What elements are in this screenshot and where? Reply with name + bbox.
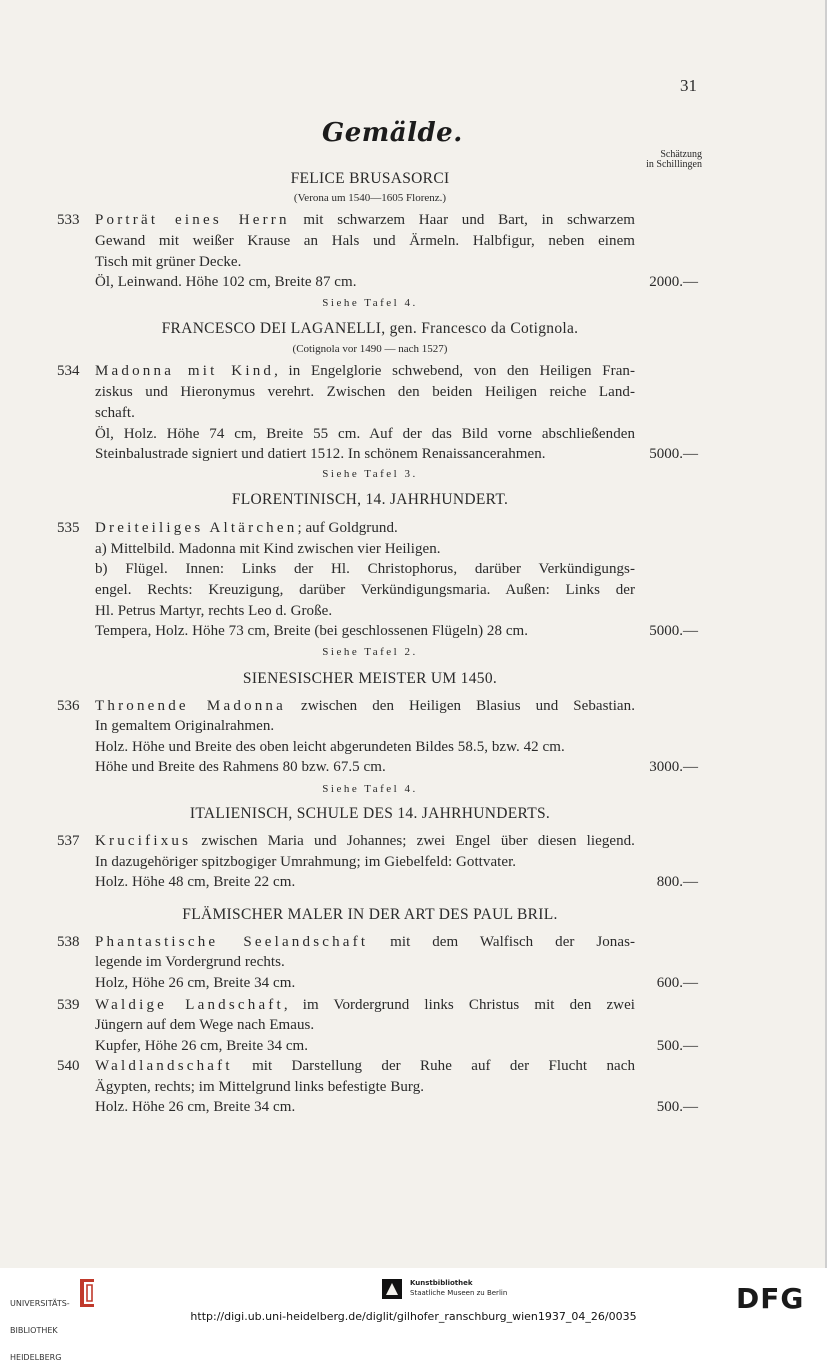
lot-description-line: Holz. Höhe 26 cm, Breite 34 cm. — [95, 1099, 296, 1115]
lot-estimate: 500.— — [656, 1038, 698, 1054]
lot-number: 535 — [57, 520, 80, 536]
lot-description-line: b) Flügel. Innen: Links der Hl. Christophorus, darüber Verkündigungs- — [95, 561, 635, 577]
lot-estimate: 5000.— — [649, 446, 698, 462]
lot-description-line: Dreiteiliges Altärchen; auf Goldgrund. — [95, 520, 398, 536]
lot-description-line: a) Mittelbild. Madonna mit Kind zwischen vier Heiligen. — [95, 541, 441, 557]
lot-estimate: 3000.— — [649, 759, 698, 775]
artist-heading: FLORENTINISCH, 14. JAHRHUNDERT. — [231, 491, 509, 508]
university-seal-icon — [76, 1276, 98, 1310]
plate-reference: Siehe Tafel 4. — [322, 297, 418, 309]
lot-number: 533 — [57, 212, 80, 228]
lot-description-line: Waldlandschaft mit Darstellung der Ruhe auf der Flucht nach — [95, 1058, 635, 1074]
artist-dates: (Verona um 1540—1605 Florenz.) — [293, 192, 447, 204]
lot-title: Dreiteiliges Altärchen — [95, 520, 298, 536]
lot-description-line: Kupfer, Höhe 26 cm, Breite 34 cm. — [95, 1038, 309, 1054]
lot-description-line: Ägypten, rechts; im Mittelgrund links befestigte Burg. — [95, 1079, 425, 1095]
plate-reference: Siehe Tafel 3. — [322, 468, 418, 480]
lot-title: Thronende Madonna — [95, 698, 286, 714]
estimate-header-line-1: Schätzung — [660, 149, 702, 160]
lot-description-line: Jüngern auf dem Wege nach Emaus. — [95, 1017, 315, 1033]
lot-description-line: Krucifixus zwischen Maria und Johannes; zwei Engel über diesen liegend. — [95, 833, 635, 849]
lot-description-line: Holz, Höhe 26 cm, Breite 34 cm. — [95, 975, 296, 991]
lot-description-line: Waldige Landschaft, im Vordergrund links Christus mit den zwei — [95, 997, 635, 1013]
artist-heading: ITALIENISCH, SCHULE DES 14. JAHRHUNDERTS. — [189, 805, 551, 822]
lot-description-line: Öl, Holz. Höhe 74 cm, Breite 55 cm. Auf der das Bild vorne abschließenden — [95, 426, 635, 442]
lot-description-line: In gemaltem Originalrahmen. — [95, 718, 275, 734]
lot-description-line: Tempera, Holz. Höhe 73 cm, Breite (bei geschlossenen Flügeln) 28 cm. — [95, 623, 529, 639]
lot-estimate: 800.— — [656, 874, 698, 890]
lot-description-line: Gewand mit weißer Krause an Hals und Ärmeln. Halbfigur, neben einem — [95, 233, 635, 249]
lot-number: 539 — [57, 997, 80, 1013]
university-library-logo[interactable]: UNIVERSITÄTS- BIBLIOTHEK HEIDELBERG — [10, 1299, 70, 1362]
lot-estimate: 2000.— — [649, 274, 698, 290]
lot-description-line: Thronende Madonna zwischen den Heiligen Blasius und Sebastian. — [95, 698, 635, 714]
lot-description-line: engel. Rechts: Kreuzigung, darüber Verkündigungsmaria. Außen: Links der — [95, 582, 635, 598]
plate-reference: Siehe Tafel 2. — [322, 646, 418, 658]
lot-title: Porträt eines Herrn — [95, 212, 290, 228]
artist-heading: FLÄMISCHER MALER IN DER ART DES PAUL BRIL. — [182, 906, 558, 923]
lot-estimate: 600.— — [656, 975, 698, 991]
page-number: 31 — [680, 76, 697, 95]
lot-description-line: Phantastische Seelandschaft mit dem Walfisch der Jonas- — [95, 934, 635, 950]
lot-description-line: Steinbalustrade signiert und datiert 1512. In schönem Renaissancerahmen. — [95, 446, 546, 462]
estimate-header-line-2: in Schillingen — [646, 159, 702, 170]
permalink-url[interactable]: http://digi.ub.uni-heidelberg.de/diglit/gilhofer_ranschburg_wien1937_04_26/0035 — [190, 1310, 637, 1323]
lot-description-line: Holz. Höhe 48 cm, Breite 22 cm. — [95, 874, 296, 890]
lot-description-line: Tisch mit grüner Decke. — [95, 254, 242, 270]
kunstbibliothek-credit[interactable]: Kunstbibliothek Staatliche Museen zu Berlin — [410, 1279, 508, 1297]
lot-description-line: schaft. — [95, 405, 135, 421]
lot-title: Phantastische Seelandschaft — [95, 934, 369, 950]
lot-estimate: 5000.— — [649, 623, 698, 639]
dfg-logo[interactable]: DFG — [736, 1282, 805, 1315]
artist-heading: FELICE BRUSASORCI — [290, 170, 450, 187]
lot-number: 540 — [57, 1058, 80, 1074]
kunstbibliothek-logo-icon — [380, 1277, 404, 1301]
lot-description-line: ziskus und Hieronymus verehrt. Zwischen den beiden Heiligen reiche Land- — [95, 384, 635, 400]
lot-number: 534 — [57, 363, 80, 379]
lot-number: 538 — [57, 934, 80, 950]
lot-number: 537 — [57, 833, 80, 849]
handwritten-title: Gemälde. — [322, 118, 463, 148]
lot-description-line: Holz. Höhe und Breite des oben leicht abgerundeten Bildes 58.5, bzw. 42 cm. — [95, 739, 565, 755]
lot-title: Madonna mit Kind — [95, 363, 275, 379]
estimate-column-header — [614, 150, 702, 170]
artist-dates: (Cotignola vor 1490 — nach 1527) — [292, 343, 448, 355]
lot-description-line: Hl. Petrus Martyr, rechts Leo d. Große. — [95, 603, 333, 619]
lot-description-line: Porträt eines Herrn mit schwarzem Haar und Bart, in schwarzem — [95, 212, 635, 228]
lot-number: 536 — [57, 698, 80, 714]
lot-estimate: 500.— — [656, 1099, 698, 1115]
lot-title: Krucifixus — [95, 833, 192, 849]
plate-reference: Siehe Tafel 4. — [322, 783, 418, 795]
lot-description-line: Madonna mit Kind, in Engelglorie schwebend, von den Heiligen Fran- — [95, 363, 635, 379]
artist-heading: SIENESISCHER MEISTER UM 1450. — [242, 670, 498, 687]
lot-description-line: In dazugehöriger spitzbogiger Umrahmung; im Giebelfeld: Gottvater. — [95, 854, 517, 870]
artist-heading: FRANCESCO DEI LAGANELLI, gen. Francesco da Cotignola. — [161, 320, 579, 337]
lot-description-line: Höhe und Breite des Rahmens 80 bzw. 67.5 cm. — [95, 759, 386, 775]
lot-description-line: legende im Vordergrund rechts. — [95, 954, 285, 970]
lot-title: Waldlandschaft — [95, 1058, 233, 1074]
lot-description-line: Öl, Leinwand. Höhe 102 cm, Breite 87 cm. — [95, 274, 357, 290]
lot-title: Waldige Landschaft — [95, 997, 284, 1013]
